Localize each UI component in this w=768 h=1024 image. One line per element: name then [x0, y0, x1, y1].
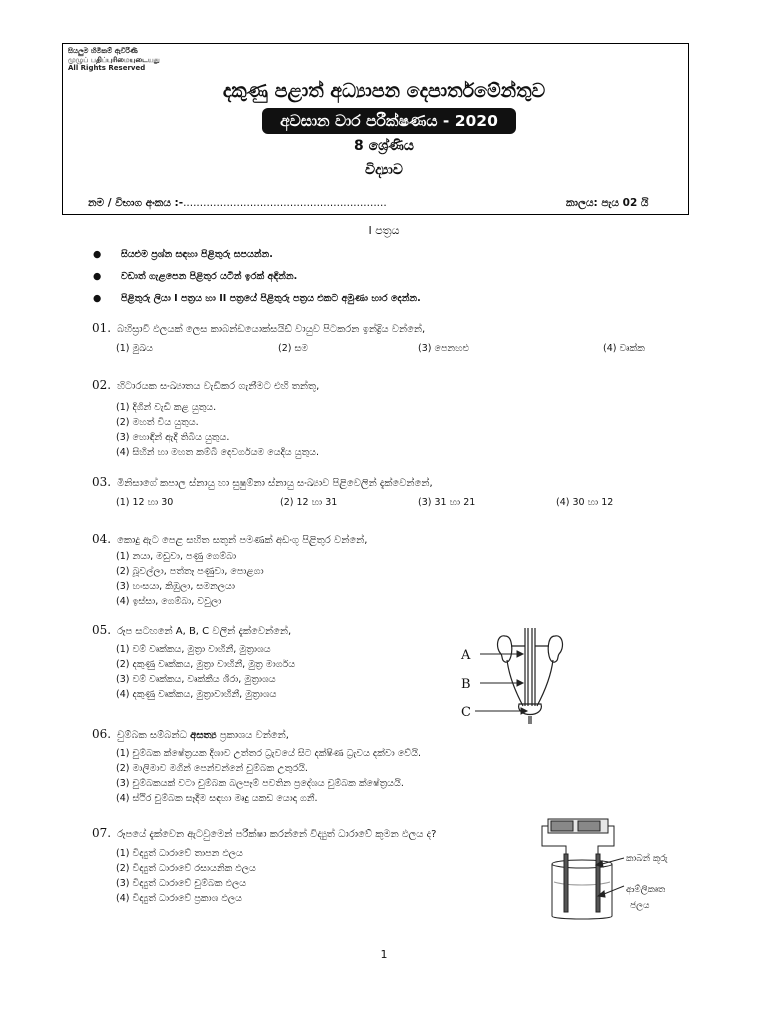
option: (2) දකුණු වෘක්කය, මුත්‍රා වාහිනී, මුත්‍ර මාර්ගය: [116, 659, 296, 670]
option: (1) නයා, මඩුවා, පණු ගෙම්බා: [116, 551, 237, 562]
diagram-label-c: C: [461, 705, 471, 720]
option: (2) මහත් විය යුතුය.: [116, 417, 199, 428]
rights-line: සියලුම හිමිකම් ඇවිරිණි: [68, 47, 138, 55]
question-07: [92, 826, 436, 840]
page-number: 1: [380, 948, 388, 961]
rights-notice: [68, 47, 160, 73]
question-text: මිනිසාගේ කපාල ස්නායු හා සුෂුම්නා ස්නායු සංඛ්‍යාව පිළිවෙලින් දැක්වෙන්නේ,: [117, 478, 433, 489]
question-number: 03.: [92, 475, 112, 489]
option: (3) විද්‍යුත් ධාරාවේ චුම්බක ඵලය: [116, 878, 247, 889]
option: (2) සම: [278, 343, 309, 354]
option-list: [116, 549, 264, 609]
exam-title: අවසාන වාර පරීක්ෂණය - 2020: [262, 108, 516, 134]
option: (2) විද්‍යුත් ධාරාවේ රසායනික ඵලය: [116, 863, 256, 874]
question-number: 05.: [92, 623, 112, 637]
question-text: කොදු ඇට පෙළ සහිත සතුන් පමණක් අඩංගු පිළිතුර වන්නේ,: [117, 535, 368, 546]
urinary-system-diagram: [455, 626, 575, 726]
option: (2) 12 හා 31: [280, 497, 338, 508]
instruction-item: [93, 271, 298, 282]
option: (4) 30 හා 12: [556, 497, 614, 508]
name-dots: .............................................................: [183, 197, 387, 209]
option: (3) වම් වෘක්කය, වෘක්කීය ශිරා, මුත්‍රාශය: [116, 674, 276, 685]
rights-line: All Rights Reserved: [68, 64, 146, 72]
diagram-label-carbon-rods: කාබන් කූරු: [626, 854, 668, 864]
paper-title: I පත්‍රය: [368, 224, 400, 237]
question-text: චුම්බක සම්බන්ධ: [117, 730, 191, 741]
option: (4) සිහින් හා මහත කම්බි දෙවර්ගයම යෙදිය යුතුය.: [116, 447, 320, 458]
question-number: 04.: [92, 532, 112, 546]
option: (4) වෘක්ක: [603, 343, 645, 354]
option: (2) මාලිමාව මගින් පෙන්වන්නේ චුම්බක උතුරයි.: [116, 763, 308, 774]
diagram-label-a: A: [461, 648, 471, 663]
department-title: දකුණු පළාත් අධ්‍යාපන දෙපාර්තමේන්තුව: [222, 80, 546, 102]
question-number: 01.: [92, 321, 112, 335]
option: (3) හොඳින් ඇදී තිබිය යුතුය.: [116, 432, 230, 443]
name-label: නම / විභාග අංකය :-: [88, 197, 184, 209]
question-02: [92, 378, 319, 392]
option: (3) පෙනහළු: [418, 343, 469, 354]
option-list: [116, 642, 295, 702]
question-number: 07.: [92, 826, 112, 840]
question-text: බහිස්‍රාවී ඵලයක් ලෙස කාබන්ඩයොක්සයිඩ් වායුව පිටකරන ඉන්ද්‍රිය වන්නේ,: [117, 324, 426, 335]
question-06: [92, 727, 289, 741]
option: (3) චුම්බකයක් වටා චුම්බක බලපෑම් පවතින ප්‍රදේශය චුම්බක ක්ෂේත්‍රයයි.: [116, 778, 404, 789]
question-01: [92, 321, 425, 335]
option: (3) හංසයා, කිඹුලා, සමනලයා: [116, 581, 235, 592]
question-05: [92, 623, 291, 637]
question-number: 06.: [92, 727, 112, 741]
question-04: [92, 532, 367, 546]
electrolysis-apparatus-diagram: [538, 814, 688, 924]
question-text: රූප සටහනේ A, B, C වලින් දැක්වෙන්නේ,: [117, 626, 292, 637]
option: (4) විද්‍යුත් ධාරාවේ ප්‍රකාශ ඵලය: [116, 893, 242, 904]
option: (4) දකුණු වෘක්කය, මුත්‍රාවාහිනී, මුත්‍රාශය: [116, 689, 277, 700]
option: (1) මුඛය: [116, 343, 153, 354]
option-list: [116, 846, 256, 906]
option: (2) බූවල්ලා, පත්තෑ පණුවා, පොළගා: [116, 566, 264, 577]
subject-label: විද්‍යාව: [365, 162, 403, 178]
name-field: [88, 197, 387, 210]
option-list: [116, 746, 421, 806]
grade-label: 8 ශ්‍රේණිය: [354, 138, 414, 154]
option: (1) චුම්බක ක්ෂේත්‍රයක දිශාව උත්තර ධ්‍රැවයේ සිට දක්ෂිණ ධ්‍රැවය දක්වා වේයි.: [116, 748, 421, 759]
question-text: ප්‍රකාශය වන්නේ,: [216, 730, 289, 741]
option-list: [116, 400, 319, 460]
option: (1) 12 හා 30: [116, 497, 174, 508]
question-text: රූපයේ දැක්වෙන ඇටවුමෙන් පරීක්ෂා කරන්නේ විද්‍යුත් ධාරාවේ කුමන ඵලය ද?: [117, 829, 437, 840]
question-number: 02.: [92, 378, 112, 392]
time-label: කාලය: පැය 02 යි: [566, 197, 649, 209]
option: (4) ස්ථිර චුම්බක සෑදීම සඳහා මෘදු යකඩ යොදා ගනී.: [116, 793, 318, 804]
diagram-label-water: ජලය: [630, 901, 650, 911]
instruction-item: [93, 293, 421, 304]
bullet-icon: ●: [93, 293, 102, 304]
instruction-text: පිළිතුරු ලියා I පත්‍රය හා II පත්‍රයේ පිළිතුරු පත්‍රය එකට අමුණා භාර දෙන්න.: [121, 293, 421, 304]
question-text: හිටාරයක සංඛ්‍යාතය වැඩිකර ගැනීමට එහි තන්තු,: [117, 381, 320, 392]
question-emphasis: අසත්‍ය: [190, 730, 217, 741]
option: (1) වම් වෘක්කය, මුත්‍රා වාහිනී, මුත්‍රාශය: [116, 644, 271, 655]
question-03: [92, 475, 433, 489]
instruction-item: [93, 249, 273, 260]
diagram-label-b: B: [461, 677, 471, 692]
bullet-icon: ●: [93, 249, 102, 260]
option: (1) දිගින් වැඩි කළ යුතුය.: [116, 402, 217, 413]
bullet-icon: ●: [93, 271, 102, 282]
instruction-text: වඩාත් ගැළපෙන පිළිතුර යටින් ඉරක් අඳින්න.: [121, 271, 298, 282]
rights-line: முழுப் பதிப்புரிமையுடையது: [68, 55, 160, 64]
instruction-text: සියළුම ප්‍රශ්න සඳහා පිළිතුරු සපයන්න.: [121, 249, 273, 260]
diagram-label-acidified: ආම්ලිකෘත: [626, 885, 666, 895]
option: (4) ඉස්සා, ගෙම්බා, වවුලා: [116, 596, 222, 607]
option: (3) 31 හා 21: [418, 497, 476, 508]
option: (1) විද්‍යුත් ධාරාවේ තාපන ඵලය: [116, 848, 243, 859]
